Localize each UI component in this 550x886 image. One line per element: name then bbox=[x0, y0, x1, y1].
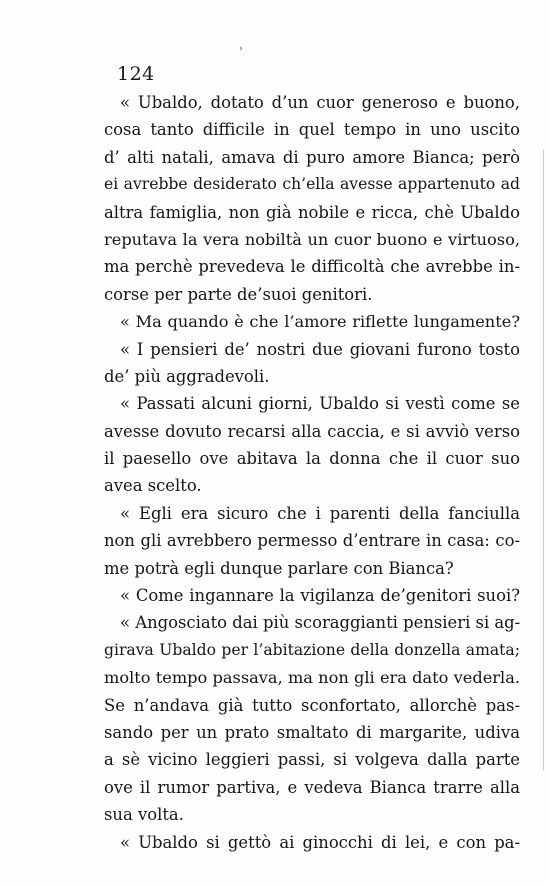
text-line: « Angosciato dai più scoraggianti pensieri si ag- bbox=[120, 613, 520, 633]
text-line: il paesello ove abitava la donna che il cuor suo bbox=[104, 449, 520, 469]
text-line: de’ più aggradevoli. bbox=[104, 366, 270, 386]
text-line: « Come ingannare la vigilanza de’genitori suoi? bbox=[120, 586, 520, 606]
text-line: girava Ubaldo per l’abitazione della donzella amata; bbox=[104, 640, 520, 659]
text-line: « Ubaldo si gettò ai ginocchi di lei, e con pa- bbox=[120, 832, 520, 852]
text-line: molto tempo passava, ma non gli era dato vederla. bbox=[104, 668, 520, 688]
text-line: ove il rumor partiva, e vedeva Bianca trarre alla bbox=[104, 777, 520, 797]
text-line: « Egli era sicuro che i parenti della fanciulla bbox=[120, 503, 520, 523]
text-line: sua volta. bbox=[104, 805, 184, 825]
body-text bbox=[104, 89, 520, 856]
text-line: « Ubaldo, dotato d’un cuor generoso e buono, bbox=[120, 93, 520, 112]
text-line: d’ alti natali, amava di puro amore Bianca; però bbox=[104, 147, 520, 167]
text-line: ei avrebbe desiderato ch’ella avesse appartenuto ad bbox=[104, 175, 520, 194]
text-line: « I pensieri de’ nostri due giovani furono tosto bbox=[120, 339, 520, 359]
text-line: avesse dovuto recarsi alla caccia, e si avviò verso bbox=[104, 421, 520, 441]
text-line: « Passati alcuni giorni, Ubaldo si vestì come se bbox=[120, 394, 520, 414]
print-mark: › bbox=[239, 44, 243, 54]
text-line: ma perchè prevedeva le difficoltà che avrebbe in- bbox=[104, 257, 520, 277]
page-edge-shadow bbox=[543, 150, 544, 770]
text-line: non gli avrebbero permesso d’entrare in casa: co- bbox=[104, 531, 520, 551]
text-line: Se n’andava già tutto sconfortato, allorchè pas- bbox=[104, 695, 520, 715]
text-line: « Ma quando è che l’amore riflette lungamente? bbox=[120, 312, 520, 332]
text-line: cosa tanto difficile in quel tempo in uno uscito bbox=[104, 120, 520, 140]
text-line: reputava la vera nobiltà un cuor buono e virtuoso, bbox=[104, 229, 520, 249]
text-line: corse per parte de’suoi genitori. bbox=[104, 284, 373, 304]
text-line: sando per un prato smaltato di margarite, udiva bbox=[104, 722, 520, 742]
page-number: 124 bbox=[117, 63, 155, 85]
text-line: me potrà egli dunque parlare con Bianca? bbox=[104, 558, 454, 578]
text-line: a sè vicino leggieri passi, si volgeva dalla parte bbox=[104, 750, 520, 770]
text-line: altra famiglia, non già nobile e ricca, chè Ubaldo bbox=[104, 202, 520, 222]
text-line: avea scelto. bbox=[104, 476, 202, 496]
